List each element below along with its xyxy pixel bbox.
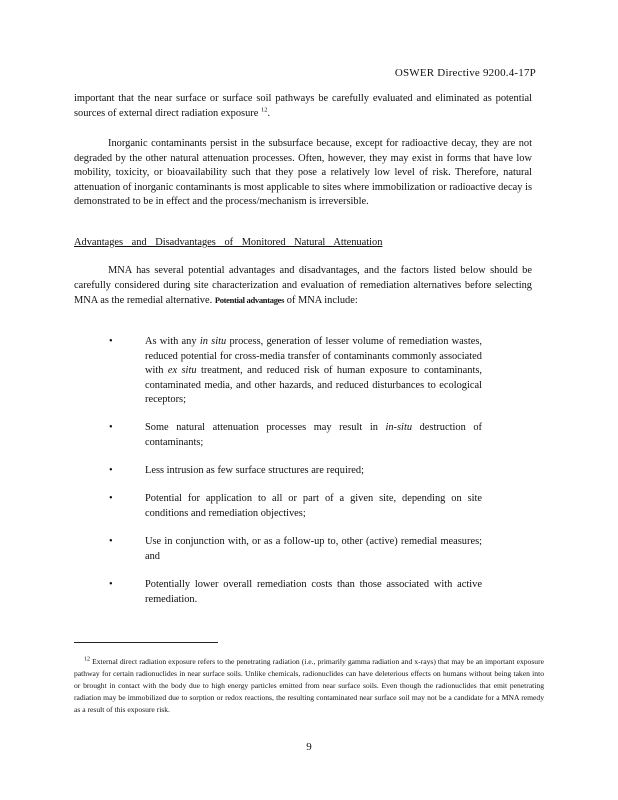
list-item-segment: process, generation of lesser volume of remediation wastes, reduced potential for cross-media transfer of contaminants commonly associated with — [145, 336, 482, 377]
footnote-divider — [74, 642, 218, 643]
intro-emphasis: Potential advantages — [214, 295, 285, 306]
paragraph-text: important that the near surface or surface soil pathways be carefully evaluated and eliminated as potential sources of external direct radiation exposure — [74, 93, 532, 119]
list-item-text: Potentially lower overall remediation costs than those associated with active remediation. — [145, 579, 482, 605]
list-item-segment: destruction of contaminants; — [145, 422, 482, 448]
paragraph-mna-intro — [74, 264, 532, 309]
list-item-italic: ex situ — [167, 365, 197, 377]
bullet-icon: • — [109, 536, 113, 547]
list-item-segment: treatment, and reduced risk of human exposure to contaminants, contaminated media, and other hazards, and reduced disturbances to ecological receptors; — [145, 365, 482, 406]
paragraph-inorganic-contaminants: Inorganic contaminants persist in the subsurface because, except for radioactive decay, they are not degraded by the other natural attenuation processes. Often, however, they may exist in forms that have low mobility, toxicity, or bioavailability such that they pose a relatively low level of risk. Therefore, natural attenuation of inorganic contaminants is most applicable to sites where immobilization or radioactive decay is demonstrated to be in effect and the process/mechanism is irreversible. — [74, 138, 532, 208]
footnote-text: External direct radiation exposure refers to the penetrating radiation (i.e., primarily gamma radiation and x-rays) that may be an important exposure pathway for certain radionuclides in near surface soils. Unlike chemicals, radionuclides can have deleterious effects on humans without being taken into or brought in contact with the body due to high energy particles emitted from near surface soils. Even though the radionuclides that emit penetrating radiation may be immobilized due to sorption or redox reactions, the resulting contaminated near surface soil may not be a candidate for a MNA remedy as a result of this exposure risk. — [74, 657, 544, 714]
list-item-text: Less intrusion as few surface structures are required; — [145, 465, 364, 476]
list-item-text — [145, 421, 482, 450]
list-item-italic: in situ — [199, 336, 227, 347]
list-item-segment: Some natural attenuation processes may result in — [145, 422, 378, 433]
footnote-number: 12 — [84, 656, 90, 663]
list-item-text: Potential for application to all or part of a given site, depending on site conditions and remediation objectives; — [145, 493, 482, 519]
list-item-text — [145, 335, 482, 408]
list-item-text: Use in conjunction with, or as a follow-up to, other (active) remedial measures; and — [145, 536, 482, 562]
directive-header: OSWER Directive 9200.4-17P — [394, 67, 536, 79]
footnote-reference[interactable]: 12 — [260, 106, 268, 114]
list-item-italic: in-situ — [385, 422, 413, 433]
intro-text-end: of MNA include: — [286, 295, 358, 307]
list-item-segment: As with any — [145, 336, 197, 347]
bullet-icon: • — [109, 579, 113, 590]
bullet-icon: • — [109, 493, 113, 504]
paragraph-continuation — [74, 92, 532, 121]
paragraph-end: . — [267, 107, 271, 119]
bullet-icon: • — [109, 336, 113, 347]
page-number: 9 — [306, 741, 312, 753]
intro-text: MNA has several potential advantages and disadvantages, and the factors listed below should be carefully considered during site characterization and evaluation of remediation alternatives before selecting MNA as the remedial alternative. — [74, 265, 532, 307]
bullet-icon: • — [109, 422, 113, 433]
section-heading: Advantages and Disadvantages of Monitored Natural Attenuation — [74, 237, 383, 248]
bullet-icon: • — [109, 465, 113, 476]
footnote — [74, 656, 544, 716]
